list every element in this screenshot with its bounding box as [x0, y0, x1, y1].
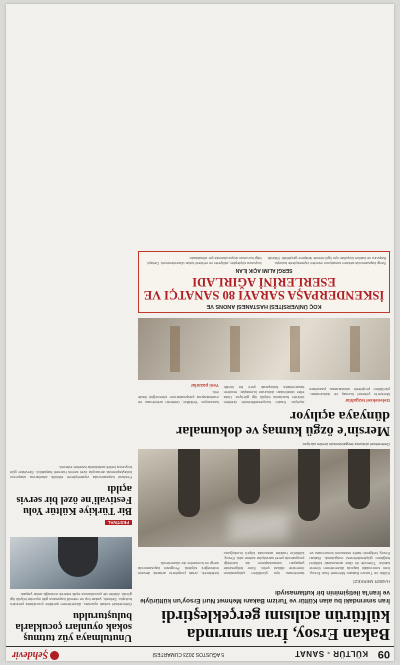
- story1-body: Geleneksel sokak oyunları, düzenlenen şenlikte çocuklarla yeniden buluştu. Seksek, yakar top ve mendil kapmaca gibi oyunlar büyük ilgi gördü. Aileler de çocuklarına eşlik ederek nostaljik anlar yaşadı.: [10, 592, 132, 607]
- lead-body: Kültür ve Turizm Bakanı Mehmet Nuri Ersoy, İran sınırındaki kapıda düzenlenen törene katıldı. Törende iki ülke arasındaki kültürel bağların güçlendirilmesi vurgulandı. Bakan Ersoy, bölgenin tarihi mirasının korunması ve tanıtılması için yürütülen çalışmaların önemine dikkat çekti. Sınır bölgesinde yaşayan vatandaşların da katıldığı programda yerel sanatçılar sahne aldı. Ersoy, kültürün halklar arasında köprü kurduğunu belirterek, ortak projelerin artarak devam edeceğini söyledi. Program kapsamında sergi ve konserler de düzenlendi.: [138, 551, 390, 576]
- feature-subhead: Geleneksel tezgahlar: [345, 398, 390, 403]
- notice-headline: İSKENDERPAŞA SARAYI 80 SANATÇI VE ESERLERİNİ AĞIRLADI: [143, 275, 385, 302]
- notice-subhead: SERGİ ALIMI AÇIK İLAN: [235, 267, 293, 273]
- lead-deck: İran sınırındaki bu alan Kültür ve Turizm Bakanı Mehmet Nuri Ersoy'un kültürüyle ve İran'la iletişiminin bir kutlamasıydı: [140, 589, 390, 604]
- photo-figure: [178, 449, 200, 517]
- dokuma-photo: [138, 449, 390, 547]
- notice-body: Sergi kapsamında seksen sanatçının eserleri ziyaretçilerle buluştu. Başvuru ve katılım koşulları için ilgili birimle iletişime geçilebilir. Etkinlik boyunca söyleşiler, atölyeler ve rehberli turlar düzenlenecek. Detaylı bilgi kurumun duyurularında yer almaktadır.: [147, 256, 386, 265]
- story2-body: Festival kapsamında ziyaretçilerin etkinlik alanlarına ulaşımını kolaylaştırmak amacıyla özel servis hizmeti başlatıldı. Servisler gün boyunca belirli aralıklarla hareket edecek.: [10, 465, 132, 480]
- issue-date: 5 AĞUSTOS 2023 CUMARTESİ: [152, 651, 224, 657]
- photo-figure: [238, 449, 260, 504]
- photo-figure: [58, 537, 98, 577]
- fabric-photo: [138, 318, 390, 380]
- side-column: [10, 465, 132, 643]
- notice-kicker: KOÇ ÜNİVERSİTESİ HASTANESİ ANONS VE: [206, 303, 322, 309]
- children-photo: [10, 537, 132, 589]
- lead-headline: Bakan Ersoy, İran sınırında kültürün acılısını gerçekleştirdi: [161, 607, 390, 644]
- feature-headline: Mersin'e özgü kumaş ve dokumalar dünyaya açılıyor: [176, 408, 390, 438]
- page-number: 09: [377, 648, 390, 660]
- logo-mark-icon: [50, 651, 59, 660]
- lead-byline: HABER MERKEZİ: [353, 579, 390, 584]
- feature-body: [138, 383, 390, 405]
- section-name: KÜLTÜR - SANAT: [294, 649, 368, 658]
- feature-text: Mersin'in yöresel kumaş ve dokumaları, yürütülen projelerle uluslararası pazarlara açılıyor. Kadın kooperatiflerinde üretilen ürünler fuarlarda büyük ilgi görüyor. Usta eller tarafından dokunan kumaşlar, modern tasarımlarla buluşarak yeni bir kimlik kazanıyor. Yetkililer, üretimin artırılması ve markalaşma çalışmalarının süreceğini ifade etti.: [138, 385, 390, 405]
- running-header: [6, 646, 394, 661]
- photo-figure: [348, 449, 370, 509]
- newspaper-logo: [12, 649, 59, 660]
- notice-box: [138, 251, 390, 313]
- newspaper-page: [6, 4, 394, 661]
- story2-headline: Bir Türkiye Kültür Yolu Festivali'ne özel bir servis açıldı: [16, 483, 132, 516]
- photo-caption: Geleneksel dokuma tezgahlarında üretim sürüyor.: [301, 442, 390, 447]
- main-column: [138, 251, 390, 643]
- logo-text: Şehdevir: [12, 649, 49, 660]
- story2-tag: FESTİVAL: [105, 520, 132, 525]
- story1-headline: Unutulmaya yüz tutmuş sokak oyunları çocuklarla buluşturuldu: [15, 610, 132, 643]
- photo-figure: [298, 449, 320, 521]
- feature-subhead: Yeni pazarlar: [190, 383, 219, 388]
